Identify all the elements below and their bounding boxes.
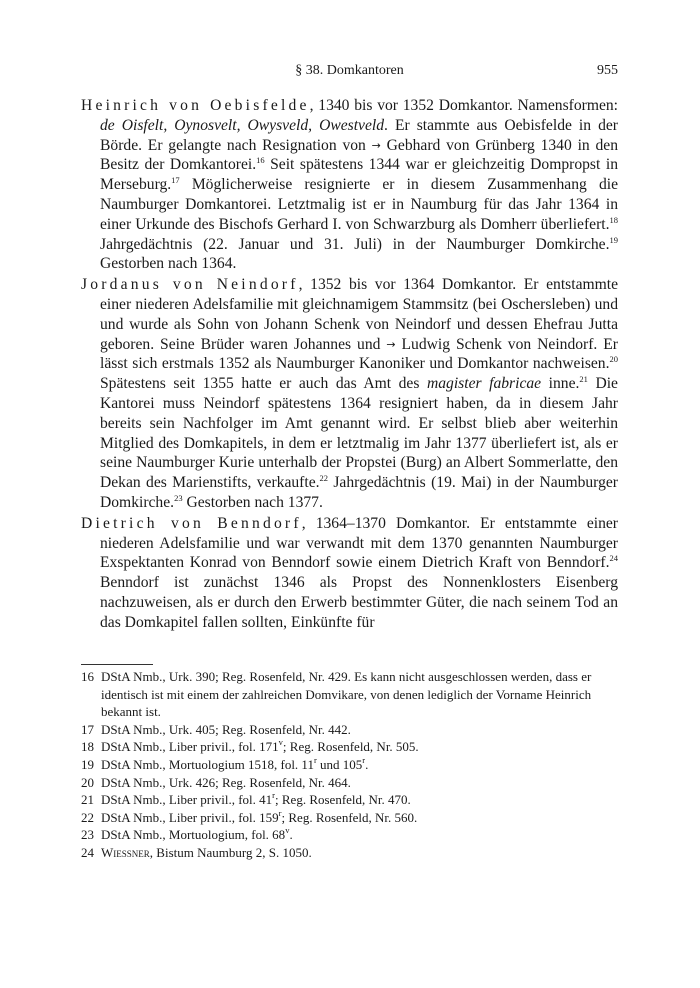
footnote bbox=[81, 791, 618, 809]
footnote-text: DStA Nmb., Urk. 405; Reg. Rosenfeld, Nr. 442. bbox=[101, 721, 351, 737]
footnote-ref[interactable]: 17 bbox=[171, 175, 180, 186]
footnote-ref[interactable]: 18 bbox=[609, 214, 618, 225]
footnote-number: 18 bbox=[81, 739, 94, 755]
footnote-number: 21 bbox=[81, 792, 94, 808]
footnote-ref[interactable]: 19 bbox=[609, 234, 618, 245]
entry-dietrich-von-benndorf: Dietrich von Benndorf, 1364–1370 Domkantor. Er entstammte einer niederen Adelsfamilie und war verwandt mit dem 1370 genannten Naumburger Exspektanten Konrad von Benndorf sowie einem Dietrich Kraft von Benndorf.$^{24}$ Benndorf ist zunächst 1346 als Propst des Nonnenklosters Eisenberg nachzuweisen, als er durch den Erwerb bestimmter Güter, die nach seinem Tod an das Domkapitel fallen sollten, Einkünfte für bbox=[81, 514, 618, 631]
footnote-ref[interactable]: 23 bbox=[174, 492, 183, 503]
entry-jordanus-von-neindorf: Jordanus von Neindorf, 1352 bis vor 1364 Domkantor. Er entstammte einer niederen Adelsfamilie mit gleichnamigem Stammsitz (bei Oschersleben) und und wurde als Sohn von Johann Schenk von Neindorf und dessen Ehefrau Jutta geboren. Seine Brüder waren Johannes und → Ludwig Schenk von Neindorf. Er lässt sich erstmals 1352 als Naumburger Kanoniker und Domkantor nachweisen.$^{20}$ Spätestens seit 1355 hatte er auch das Amt des magister fabricae inne.$^{21}$ Die Kantorei muss Neindorf spätestens 1364 resigniert haben, da in diesem Jahr bereits sein Nachfolger im Amt genannt wird. Er selbst blieb aber weiterhin Mitglied des Domkapitels, in dem er letztmalig im Jahr 1377 überliefert ist, als er seine Naumburger Kurie unterhalb der Propstei (Burg) an Albert Sommerlatte, den Dekan des Marienstifts, verkaufte.$^{22}$ Jahrgedächtnis (19. Mai) in der Naumburger Domkirche.$^{23}$ Gestorben nach 1377. bbox=[81, 276, 618, 511]
footnote bbox=[81, 738, 618, 756]
entry-name: Jordanus von Neindorf bbox=[81, 276, 299, 294]
footnote bbox=[81, 668, 618, 721]
name-variants: de Oisfelt, Oynosvelt, Owysveld, Owestveld bbox=[100, 116, 385, 134]
footnote-ref[interactable]: 20 bbox=[609, 354, 618, 365]
footnote-text: Wiessner, Bistum Naumburg 2, S. 1050. bbox=[101, 844, 312, 860]
footnote-ref[interactable]: 22 bbox=[319, 473, 329, 484]
footnote bbox=[81, 844, 618, 862]
footnote-number: 23 bbox=[81, 827, 94, 843]
cross-reference-arrow-icon: → bbox=[386, 337, 396, 351]
entry-name: Dietrich von Benndorf bbox=[81, 514, 302, 532]
body-text bbox=[81, 96, 618, 634]
footnote-divider bbox=[81, 664, 153, 665]
cross-reference-arrow-icon: → bbox=[371, 138, 381, 152]
footnote-ref[interactable]: 24 bbox=[609, 553, 618, 564]
section-title: § 38. Domkantoren bbox=[295, 63, 404, 78]
footnotes bbox=[81, 668, 618, 862]
footnote-ref[interactable]: 21 bbox=[579, 374, 588, 385]
author-name: Wiessner bbox=[101, 844, 150, 860]
footnote-text: DStA Nmb., Liber privil., fol. 41$^r$; Reg. Rosenfeld, Nr. 470. bbox=[101, 790, 411, 808]
page-number: 955 bbox=[597, 63, 618, 78]
footnote-number: 16 bbox=[81, 669, 94, 684]
footnote-number: 20 bbox=[81, 774, 94, 790]
footnote-number: 24 bbox=[81, 844, 94, 860]
footnote-number: 22 bbox=[81, 809, 94, 825]
footnote bbox=[81, 809, 618, 827]
latin-title: magister fabricae bbox=[426, 375, 542, 393]
footnote-ref[interactable]: 16 bbox=[256, 155, 265, 166]
footnote-text: DStA Nmb., Urk. 426; Reg. Rosenfeld, Nr. 464. bbox=[101, 774, 351, 790]
footnote-text: DStA Nmb., Urk. 390; Reg. Rosenfeld, Nr. 429. Es kann nicht ausgeschlossen werden, dass er identisch ist mit einem der zahlreichen Domvikare, von denen lediglich der Vorname Heinrich bekannt ist. bbox=[101, 669, 592, 720]
footnote bbox=[81, 774, 618, 792]
entry-heinrich-von-oebisfelde: Heinrich von Oebisfelde, 1340 bis vor 1352 Domkantor. Namensformen: de Oisfelt, Oynosvelt, Owysveld, Owestveld. Er stammte aus Oebisfelde in der Börde. Er gelangte nach Resignation von → Gebhard von Grünberg 1340 in den Besitz der Domkantorei.$^{16}$ Seit spätestens 1344 war er gleichzeitig Dompropst in Merseburg.$^{17}$ Möglicherweise resignierte er in diesem Zusammenhang die Naumburger Domkantorei. Letztmalig ist er in Naumburg für das Jahr 1364 in einer Urkunde des Bischofs Gerhard I. von Schwarzburg als Domherr überliefert.$^{18}$ Jahrgedächtnis (22. Januar und 31. Juli) in der Naumburger Domkirche.$^{19}$ Gestorben nach 1364. bbox=[81, 97, 619, 273]
entry-name: Heinrich von Oebisfelde bbox=[81, 97, 310, 114]
footnote-text: DStA Nmb., Mortuologium 1518, fol. 11$^r$ und 105$^r$. bbox=[101, 754, 369, 772]
footnote-text: DStA Nmb., Mortuologium, fol. 68$^v$. bbox=[101, 825, 293, 843]
footnote bbox=[81, 826, 618, 844]
footnote-text: DStA Nmb., Liber privil., fol. 159$^r$; Reg. Rosenfeld, Nr. 560. bbox=[101, 807, 418, 825]
footnote-number: 17 bbox=[81, 721, 94, 737]
footnote bbox=[81, 756, 618, 774]
footnote-number: 19 bbox=[81, 756, 94, 772]
footnote-text: DStA Nmb., Liber privil., fol. 171$^v$; Reg. Rosenfeld, Nr. 505. bbox=[101, 737, 419, 755]
footnote bbox=[81, 721, 618, 739]
